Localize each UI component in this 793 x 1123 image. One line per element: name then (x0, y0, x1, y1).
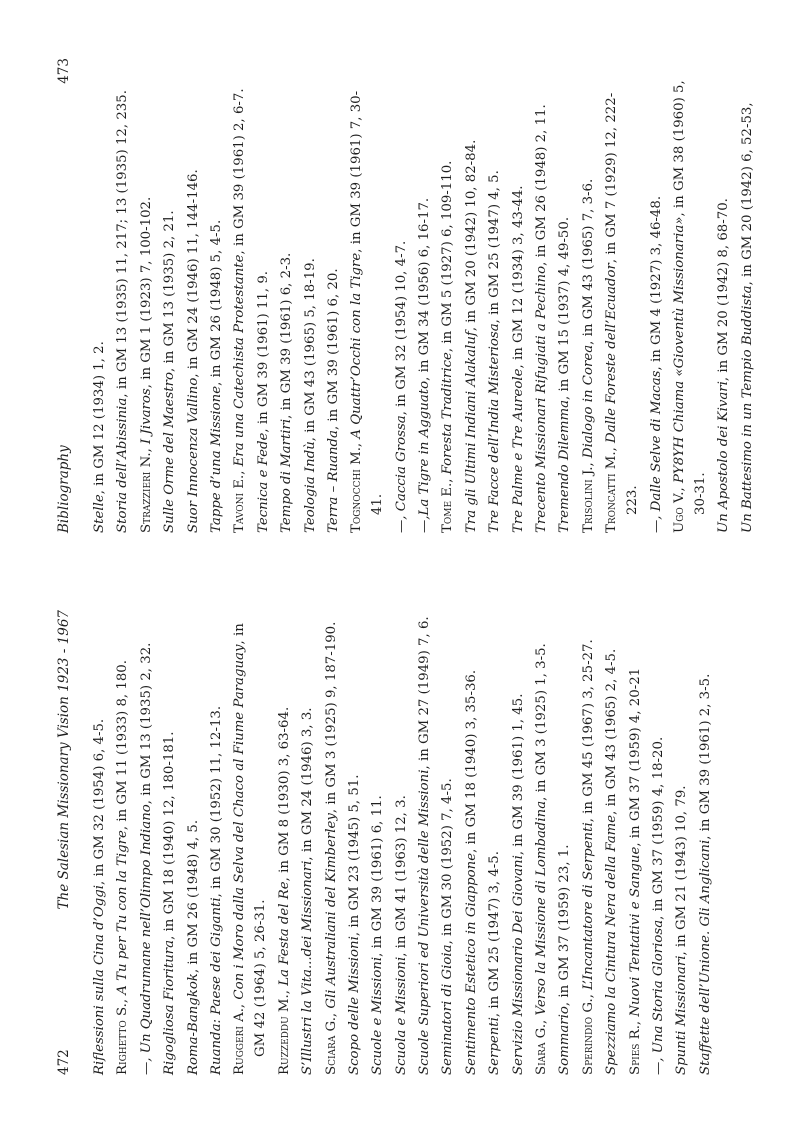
entry-citation: , in GM 25 (1947) 4, 5. (487, 170, 503, 324)
entry-author: Strazzieri N., (138, 443, 154, 533)
entry-title: Roma-Bangkok (185, 973, 201, 1075)
bibliography-entry (737, 73, 758, 533)
entry-title: Tappe d’una Missione (208, 385, 224, 533)
bibliography-entry (461, 73, 482, 533)
bibliography-entry (183, 613, 204, 1075)
entry-citation: , in GM 30 (1952) 7, 4-5. (440, 778, 456, 945)
running-head: Bibliography (56, 445, 72, 533)
entry-citation: , in GM 34 (1956) 6, 16-17. (417, 197, 433, 381)
entry-citation: , in GM 15 (1937) 4, 49-50. (557, 216, 573, 400)
entry-citation: , in GM 13 (1935) 11, 217; 13 (1935) 12, 235. (115, 90, 131, 398)
bibliography-entry (508, 73, 529, 533)
bibliography-entry (484, 613, 505, 1075)
bibliography-entry (206, 613, 227, 1075)
entry-title: Storia dell’Abissinia (115, 397, 131, 533)
bibliography-entry (554, 73, 575, 533)
bibliography-entry (578, 73, 599, 533)
entry-title: Scuole Superiori ed Università delle Missioni (417, 769, 433, 1075)
entry-author: Tavoni E., (232, 466, 248, 533)
bibliography-entry (367, 613, 388, 1075)
entry-title: Nuovi Tentativi e Sangue (627, 846, 643, 1017)
bibliography-entry (136, 73, 157, 533)
entry-citation: , in GM 12 (1934) 3, 43-44. (510, 185, 526, 369)
entry-citation: , in GM 20 (1942) 10, 82-84. (463, 139, 479, 332)
bibliography-entry (229, 613, 271, 1075)
entry-title: Tre Facce dell’India Misteriosa (487, 323, 503, 533)
entry-citation: , in GM 23 (1945) 5, 51. (346, 774, 362, 937)
entry-citation: , in GM 12 (1934) 1, 2. (92, 341, 107, 495)
right-page (0, 0, 793, 561)
entry-citation: , in GM 25 (1947) 3, 4-5. (487, 851, 503, 1018)
entry-citation: , in GM 18 (1940) 12, 180-181. (162, 731, 178, 940)
bibliography-entry (112, 73, 133, 533)
entry-citation: , in GM 39 (1961) 2, 3-5. (697, 673, 713, 840)
bibliography-entry (276, 73, 297, 533)
entry-title: Foresta Traditrice (440, 352, 456, 475)
entry-title: Sulle Orme del Maestro (162, 371, 178, 533)
entry-citation: , in GM 24 (1946) 3, 3. (300, 707, 316, 861)
entry-author: Sciara G., (323, 1008, 339, 1075)
bibliography-entry (229, 73, 250, 533)
bibliography-entry (297, 613, 318, 1075)
bibliography-entry (671, 613, 692, 1075)
bibliography-entry (323, 73, 344, 533)
entry-citation: , in GM 39 (1961) 6, 2-3. (279, 252, 295, 419)
entry-author: Ruzzeddu M., (276, 985, 292, 1075)
bibliography-entry (531, 613, 552, 1075)
entry-citation: , in GM 20 (1942) 6, 52-53, (739, 102, 755, 286)
left-page (0, 563, 793, 1123)
entry-title: S’Illustri la Vita...dei Missionari (300, 860, 316, 1075)
entry-citation: , in GM 26 (1948) 2, 11. (534, 104, 550, 266)
entry-author: Sperindio G., (580, 989, 596, 1075)
bibliography-entry (625, 613, 646, 1075)
entry-title: Scuola e Missioni (393, 956, 409, 1075)
bibliography-entry (646, 73, 667, 533)
entry-author: Righetto S., (115, 994, 131, 1075)
entry-title: Con i Moro dalla Selva del Chaco al Fiume Paraguay (232, 644, 248, 1000)
bibliography-entry (695, 613, 716, 1075)
entry-title: A Quattr’Occhi con la Tigre (349, 252, 365, 439)
entry-citation: , in GM 21 (1943) 10, 79. (674, 785, 690, 956)
entry-citation: , in GM 24 (1946) 11, 144-146. (185, 169, 201, 378)
bibliography-entry (206, 73, 227, 533)
bibliography-entry (414, 613, 435, 1075)
entry-title: A Tu per Tu con la Tigre (115, 830, 131, 995)
entry-citation: , in GM 37 (1959) 4, 20-21 (627, 667, 643, 847)
entry-title: Scuole e Missioni (370, 956, 386, 1075)
entry-author: Spies R., (627, 1016, 643, 1075)
entry-citation: , in GM 8 (1930) 3, 63-64. (276, 706, 292, 882)
entry-title: —, Caccia Grossa (393, 415, 409, 533)
bibliography-entry (344, 613, 365, 1075)
bibliography-entry (578, 613, 599, 1075)
entry-author: Tognocchi M., (349, 438, 365, 533)
entry-title: Spunti Missionari (674, 955, 690, 1075)
bibliography-entry (159, 613, 180, 1075)
entry-title: Tre Palme e Tre Aureole (510, 368, 526, 533)
entry-citation: , in GM 32 (1954) 10, 4-7. (393, 240, 409, 416)
entry-title: Teologia Indù (302, 441, 318, 533)
bibliography-entry (601, 613, 622, 1075)
entry-title: Tremendo Dilemma (557, 399, 573, 533)
entry-citation: , in GM 13 (1935) 2, 21. (162, 210, 178, 372)
entry-citation: , in GM 43 (1965) 2, 4-5. (604, 648, 620, 815)
entry-title: Trecento Missionari Rifugiati a Pechino (534, 265, 550, 533)
entry-title: PY8YH Chiama «Gioventù Missionaria» (671, 216, 687, 484)
entry-title: Tra gli Ultimi Indiani Alakaluf (463, 331, 479, 533)
bibliography-list (89, 613, 718, 1075)
entry-citation: , in GM 18 (1940) 3, 35-36. (463, 669, 479, 853)
entry-citation: , in GM 11 (1933) 8, 180. (115, 660, 131, 831)
entry-citation: , in GM 42 (1964) 5, 26-31. (232, 623, 269, 1057)
bibliography-entry (461, 613, 482, 1075)
bibliography-entry (531, 73, 552, 533)
bibliography-entry (391, 613, 412, 1075)
bibliography-entry (508, 613, 529, 1075)
entry-citation: , in GM 1 (1923) 7, 100-102. (138, 196, 154, 389)
entry-citation: , in GM 45 (1967) 3, 25-27. (580, 639, 596, 823)
entry-title: Spezziamo la Cintura Nera della Fame (604, 814, 620, 1075)
entry-citation: , in GM 30 (1952) 11, 12-13. (208, 705, 224, 898)
entry-title: Scopo delle Missioni (346, 936, 362, 1075)
entry-title: Dialogo in Corea (580, 344, 596, 459)
entry-citation: , in GM 37 (1959) 23, 1. (557, 844, 573, 1007)
bibliography-entry (437, 613, 458, 1075)
entry-citation: , in GM 39 (1961) 6, 11. (370, 795, 386, 957)
entry-citation: , in GM 41 (1963) 12, 3. (393, 795, 409, 957)
page-number: 472 (56, 1049, 72, 1075)
running-head: The Salesian Missionary Vision 1923 - 1967 (56, 610, 72, 910)
entry-citation: , in GM 39 (1961) 11, 9. (255, 270, 271, 433)
entry-author: Trisolini J., (580, 458, 596, 533)
entry-title: Riflessioni sulla Cina d’Oggi (92, 884, 107, 1075)
bibliography-entry (391, 73, 412, 533)
bibliography-entry (300, 73, 321, 533)
bibliography-entry (713, 73, 734, 533)
entry-title: Gli Australiani del Kimberley (323, 813, 339, 1009)
entry-citation: , in GM 7 (1929) 12, 222-223. (604, 92, 641, 515)
bibliography-entry (601, 73, 643, 533)
entry-citation: , in GM 26 (1948) 5, 4-5. (208, 219, 224, 386)
entry-title: La Festa del Re (276, 881, 292, 986)
entry-citation: , in GM 13 (1935) 2, 32. (138, 642, 154, 805)
bibliography-entry (112, 613, 133, 1075)
entry-title: Era una Catechista Protestante (232, 254, 248, 467)
entry-author: Ruggeri A., (232, 999, 248, 1075)
entry-title: —, Un Quadrumane nell’Olimpo Indiano (138, 804, 154, 1075)
bibliography-entry (648, 613, 669, 1075)
bibliography-entry (321, 613, 342, 1075)
entry-title: Verso la Missione di Lombadina (534, 800, 550, 1016)
entry-citation: , in GM 39 (1961) 2, 6-7. (232, 88, 248, 255)
entry-title: Un Battesimo in un Tempio Buddista (739, 285, 755, 533)
entry-title: Sommario (557, 1006, 573, 1075)
entry-title: Seminatori di Gioia (440, 944, 456, 1075)
bibliography-entry (89, 613, 110, 1075)
entry-citation: , in GM 3 (1925) 1, 3-5. (534, 643, 550, 801)
bibliography-entry (437, 73, 458, 533)
entry-citation: , in GM 26 (1948) 4, 5. (185, 819, 201, 974)
entry-citation: , in GM 32 (1954) 6, 4-5. (92, 718, 107, 885)
entry-author: Siara G., (534, 1015, 550, 1075)
entry-title: Ruanda: Paese dei Giganti (208, 897, 224, 1075)
entry-title: Suor Innocenza Vallino (185, 377, 201, 533)
bibliography-entry (669, 73, 711, 533)
entry-title: Servizio Missionario Dei Giovani (510, 855, 526, 1075)
entry-author: Troncatti M., (604, 442, 620, 533)
page-header (56, 0, 76, 561)
entry-citation: , in GM 27 (1949) 7, 6. (417, 616, 433, 770)
entry-citation: , in GM 38 (1960) 5, 30-31. (671, 80, 708, 515)
bibliography-entry (159, 73, 180, 533)
entry-citation: , in GM 37 (1959) 4, 18-20. (650, 736, 666, 920)
entry-title: Un Apostolo dei Kivari (716, 381, 732, 533)
bibliography-entry (89, 73, 110, 533)
bibliography-entry (554, 613, 575, 1075)
entry-citation: , in GM 5 (1927) 6, 109-110. (440, 160, 456, 353)
entry-title: Stelle (92, 494, 107, 533)
bibliography-entry (484, 73, 505, 533)
entry-title: —,La Tigre in Agguato (417, 380, 433, 533)
entry-title: L’Incantatore di Serpenti (580, 822, 596, 990)
bibliography-entry (253, 73, 274, 533)
entry-citation: , in GM 43 (1965) 5, 18-19. (302, 258, 318, 442)
entry-title: Tempo di Martiri (279, 418, 295, 533)
entry-citation: , in GM 39 (1961) 7, 30-41. (349, 90, 386, 515)
entry-title: Tecnica e Fede (255, 432, 271, 533)
entry-citation: , in GM 43 (1965) 7, 3-6. (580, 178, 596, 345)
entry-title: Rigogliosa Fioritura (162, 939, 178, 1075)
entry-citation: , in GM 20 (1942) 8, 68-70. (716, 198, 732, 382)
entry-title: —, Dalle Selve di Macas (648, 370, 664, 533)
entry-citation: , in GM 3 (1925) 9, 187-190. (323, 621, 339, 814)
bibliography-entry (183, 73, 204, 533)
entry-title: Dalle Foreste dell’Ecuador (604, 263, 620, 443)
entry-title: Sentimento Estetico in Giappone (463, 852, 479, 1075)
page-number: 473 (56, 58, 72, 84)
bibliography-entry (346, 73, 388, 533)
entry-citation: , in GM 39 (1961) 6, 20. (325, 268, 341, 431)
entry-title: Serpenti (487, 1017, 503, 1075)
entry-title: I Jivaros (138, 388, 154, 444)
entry-citation: , in GM 4 (1927) 3, 46-48. (648, 195, 664, 371)
entry-title: Staffette dell’Unione. Gli Anglicani (697, 839, 713, 1075)
page-header (56, 563, 76, 1123)
entry-citation: , in GM 39 (1961) 1, 45. (510, 693, 526, 856)
bibliography-entry (136, 613, 157, 1075)
bibliography-list (89, 73, 760, 533)
bibliography-entry (274, 613, 295, 1075)
entry-author: Tome E., (440, 474, 456, 533)
entry-title: —, Una Storia Gloriosa (650, 919, 666, 1075)
entry-title: Terra – Ruanda (325, 430, 341, 533)
bibliography-entry (414, 73, 435, 533)
entry-author: Ugo V., (671, 483, 687, 533)
